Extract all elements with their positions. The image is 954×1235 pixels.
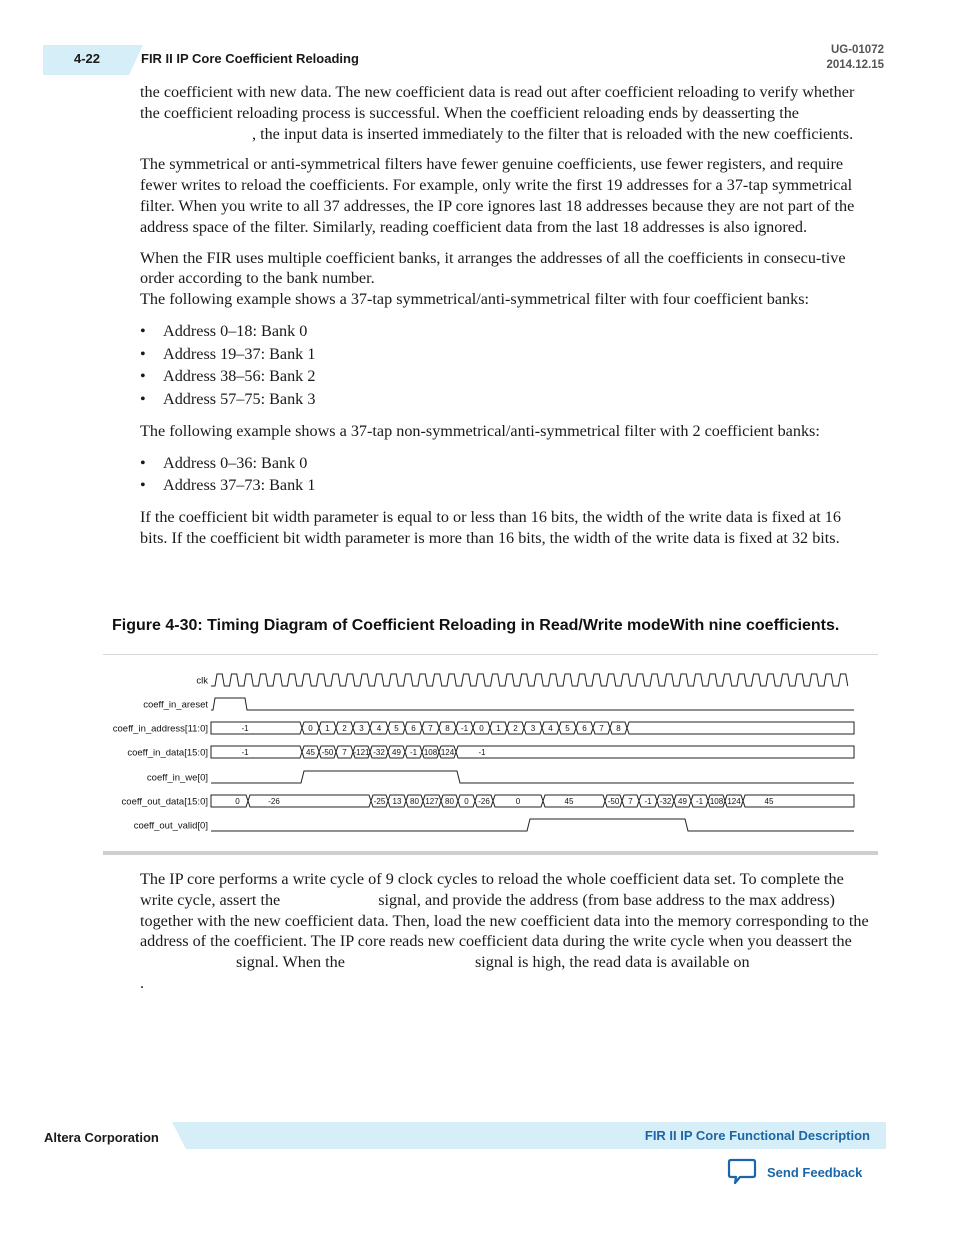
bus-value: -25 [373, 797, 386, 806]
bus-value: -26 [478, 797, 490, 806]
bus-value: 108 [709, 797, 724, 806]
bus-value: -50 [607, 797, 620, 806]
paragraph-6-a: The IP core performs a write cycle of 9 clock cycles to reload the whole coefficient data set. To complete the write cycle, assert the [140, 870, 844, 909]
bus-value: 80 [445, 797, 454, 806]
bus-segment [211, 795, 248, 807]
we-trace [211, 771, 854, 783]
bus-value: -121 [353, 748, 370, 757]
bus-value: -50 [321, 748, 334, 757]
bus-value: -1 [695, 797, 704, 806]
footer-section-link[interactable]: FIR II IP Core Functional Description [644, 1128, 870, 1143]
bus-value: 127 [425, 797, 439, 806]
bus-value: 7 [628, 797, 633, 806]
bus-segment [211, 746, 302, 758]
paragraph-6-e: . [140, 973, 145, 992]
bus-value: 2 [342, 724, 347, 733]
bus-value: -1 [460, 724, 469, 733]
bus-value: 0 [479, 724, 484, 733]
paragraph-6-c: signal. When the [236, 953, 345, 972]
bank-list-2 [140, 452, 870, 497]
timing-diagram [103, 656, 878, 850]
write-enable-waveform [211, 771, 854, 783]
list-item: • Address 38–56: Bank 2 [140, 365, 870, 388]
bus-value: 5 [394, 724, 399, 733]
bus-value: 49 [392, 748, 401, 757]
paragraph-3b: The following example shows a 37-tap symmetrical/anti-symmetrical filter with four coefficient banks: [140, 290, 810, 309]
bus-value: 5 [565, 724, 570, 733]
paragraph-6-b: signal, and provide the address (from base address to the max address) together with the new coefficient data. Then, load the new coefficient data into the memory corresponding to the address of the coefficient. The IP core reads new coefficient data during the write cycle when you deassert the [140, 890, 869, 951]
paragraph-1-b: , the input data is inserted immediately to the filter that is reloaded with the new coefficients. [252, 124, 854, 143]
company-name: Altera Corporation [44, 1130, 159, 1145]
bus-value: 4 [548, 724, 553, 733]
bus-value: 3 [530, 724, 536, 733]
bus-value: 7 [342, 748, 347, 757]
page-number: 4-22 [74, 51, 101, 66]
bus-value: 0 [515, 797, 521, 806]
bus-value: 3 [359, 724, 364, 733]
bus-value: 13 [392, 797, 402, 806]
clk-waveform [211, 674, 848, 686]
send-feedback-label: Send Feedback [767, 1164, 863, 1180]
bus-value: 45 [764, 797, 774, 806]
bus-value: 124 [727, 797, 741, 806]
bus-value: 80 [410, 797, 419, 806]
figure-bottom-rule [103, 851, 878, 855]
paragraph-5: If the coefficient bit width parameter is equal to or less than 16 bits, the width of the write data is fixed at 16 bits. If the coefficient bit width parameter is more than 16 bits, the width of the write data is fixed at 32 bits. [140, 507, 841, 547]
bus-value: 4 [376, 724, 382, 733]
list-item: • Address 19–37: Bank 1 [140, 343, 870, 366]
bus-value: 0 [308, 724, 313, 733]
valid-trace [211, 819, 854, 831]
bus-segment [743, 795, 854, 807]
signal-label: coeff_out_valid[0] [133, 820, 208, 832]
data-out-bus-waveform [211, 795, 854, 807]
bus-value: 0 [235, 797, 240, 806]
bus-value: -32 [659, 797, 672, 806]
bus-value: 108 [423, 748, 438, 757]
paragraph-2: The symmetrical or anti-symmetrical filters have fewer genuine coefficients, use fewer registers, and require fewer writes to reload the coefficients. For example, only write the first 19 addresses for a 37-tap symmetrical filter. When you write to all 37 addresses, the IP core ignores last 18 addresses because they are not part of the address space of the filter. Similarly, reading coefficient data from the last 18 addresses is also ignored. [140, 155, 855, 236]
send-feedback-link[interactable] [727, 1157, 862, 1187]
bus-value: -1 [241, 748, 249, 757]
list-item: • Address 0–36: Bank 0 [140, 452, 870, 475]
paragraph-3a: When the FIR uses multiple coefficient banks, it arranges the addresses of all the coefficients in consecu-tive order according to the bank number. [140, 248, 846, 288]
valid-waveform [211, 819, 854, 831]
signal-label: coeff_in_address[11:0] [112, 723, 208, 735]
doc-info [826, 43, 884, 73]
doc-id: UG-01072 [830, 44, 884, 56]
signal-label: coeff_out_data[15:0] [121, 796, 208, 808]
bus-value: 8 [445, 724, 450, 733]
bus-value: 45 [306, 748, 315, 757]
bus-value: -1 [644, 797, 652, 806]
bank-list-1 [140, 320, 870, 411]
paragraph-1-a: the coefficient with new data. The new coefficient data is read out after coefficient reloading to verify whether the coefficient reloading process is successful. When the coefficient reloading ends by deasserting the [140, 83, 855, 122]
data-in-bus-waveform [211, 746, 854, 758]
body-content [140, 82, 870, 559]
bus-segment [456, 746, 854, 758]
bus-value: -1 [409, 748, 418, 757]
paragraph-1 [140, 82, 870, 144]
bus-value: -26 [268, 797, 280, 806]
bus-segment [543, 795, 605, 807]
bus-value: 6 [582, 724, 587, 733]
list-item: • Address 37–73: Bank 1 [140, 474, 870, 497]
bus-value: -1 [478, 748, 486, 757]
bus-value: 6 [411, 724, 416, 733]
bus-value: 2 [513, 724, 518, 733]
areset-trace [211, 698, 854, 710]
bus-value: 8 [616, 724, 621, 733]
signal-label: coeff_in_we[0] [146, 772, 208, 784]
figure-top-rule [103, 654, 878, 655]
figure-caption: Figure 4-30: Timing Diagram of Coefficient Reloading in Read/Write modeWith nine coefficients. [112, 617, 840, 634]
signal-label: clk [196, 675, 208, 687]
bus-value: 0 [464, 797, 469, 806]
bus-segment [248, 795, 371, 807]
paragraph-4: The following example shows a 37-tap non-symmetrical/anti-symmetrical filter with 2 coefficient banks: [140, 421, 820, 440]
bus-value: 49 [678, 797, 687, 806]
bus-value: 7 [428, 724, 433, 733]
signal-label: coeff_in_areset [143, 699, 208, 711]
clk-trace [211, 674, 848, 686]
bus-value: 1 [325, 724, 330, 733]
areset-waveform [211, 698, 854, 710]
paragraph-6 [140, 869, 870, 994]
paragraph-6-d: signal is high, the read data is available on [474, 953, 750, 972]
list-item: • Address 0–18: Bank 0 [140, 320, 870, 343]
feedback-bubble-icon [727, 1158, 757, 1186]
bus-segment [211, 722, 302, 734]
bus-value: 124 [440, 748, 455, 757]
bus-segment [627, 722, 854, 734]
paragraph-6-text [140, 869, 870, 994]
bus-value: 7 [599, 724, 604, 733]
list-item: • Address 57–75: Bank 3 [140, 388, 870, 411]
address-bus-waveform [211, 722, 854, 734]
bus-value: 45 [564, 797, 574, 806]
signal-labels [113, 676, 209, 832]
doc-date: 2014.12.15 [826, 59, 884, 71]
signal-label: coeff_in_data[15:0] [127, 747, 208, 759]
bus-value: -1 [241, 724, 249, 733]
bus-value: -32 [373, 748, 385, 757]
bus-value: 1 [496, 724, 501, 733]
section-title: FIR II IP Core Coefficient Reloading [141, 51, 359, 66]
